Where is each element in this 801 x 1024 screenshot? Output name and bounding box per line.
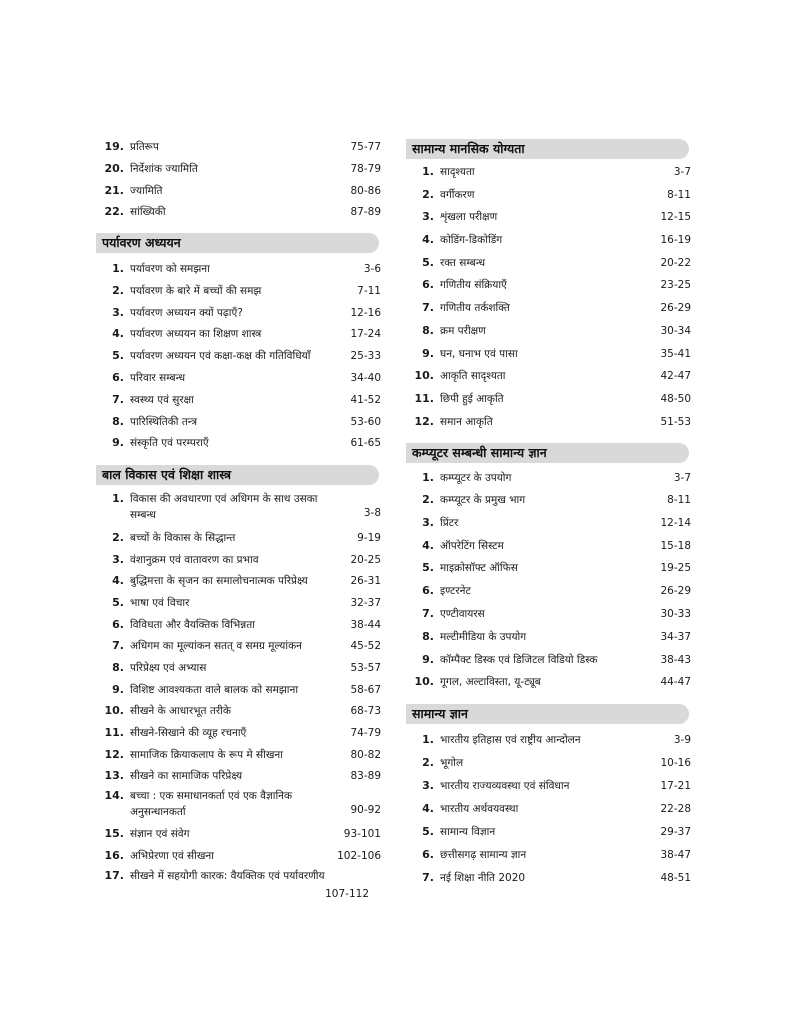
toc-entry[interactable]	[96, 281, 381, 301]
toc-entry[interactable]	[96, 202, 381, 222]
entry-title: सीखने में सहयोगी कारक: वैयक्तिक एवं पर्यावरणीय	[130, 870, 325, 882]
entry-pages: 34-40	[350, 372, 381, 384]
toc-entry[interactable]	[96, 181, 381, 201]
entry-title: पर्यावरण अध्ययन का शिक्षण शास्त्र	[130, 328, 262, 340]
toc-entry[interactable]	[406, 536, 691, 556]
toc-entry[interactable]	[96, 701, 381, 721]
toc-entry[interactable]	[96, 723, 381, 743]
entry-number: 5.	[422, 561, 434, 574]
entry-pages: 23-25	[660, 279, 691, 291]
toc-entry[interactable]	[96, 433, 381, 453]
toc-entry[interactable]	[406, 162, 691, 182]
entry-pages: 16-19	[660, 234, 691, 246]
entry-pages: 35-41	[660, 348, 691, 360]
entry-number: 10.	[414, 675, 434, 688]
entry-number: 9.	[112, 436, 124, 449]
toc-entry[interactable]	[406, 513, 691, 533]
entry-pages: 75-77	[350, 141, 381, 153]
entry-pages: 3-9	[673, 734, 691, 746]
entry-number: 12.	[104, 748, 124, 761]
entry-pages: 107-112	[325, 888, 369, 900]
entry-number: 20.	[104, 162, 124, 175]
entry-title: पर्यावरण को समझना	[130, 263, 210, 275]
section-heading-general-knowledge: सामान्य ज्ञान	[406, 704, 689, 724]
entry-number: 8.	[422, 324, 434, 337]
entry-number: 2.	[422, 756, 434, 769]
entry-number: 1.	[422, 165, 434, 178]
entry-pages: 30-33	[660, 608, 691, 620]
entry-number: 11.	[414, 392, 434, 405]
toc-entry[interactable]	[406, 253, 691, 273]
entry-pages: 38-43	[660, 654, 691, 666]
entry-number: 17.	[104, 869, 124, 882]
entry-title: रक्त सम्बन्ध	[440, 257, 486, 269]
entry-pages: 19-25	[660, 562, 691, 574]
entry-title: भारतीय इतिहास एवं राष्ट्रीय आन्दोलन	[440, 734, 581, 746]
toc-entry[interactable]	[406, 776, 691, 796]
entry-pages: 32-37	[350, 597, 381, 609]
section-heading-cdp: बाल विकास एवं शिक्षा शास्त्र	[96, 465, 379, 485]
entry-number: 1.	[422, 471, 434, 484]
toc-entry[interactable]	[96, 786, 381, 826]
toc-entry[interactable]	[96, 615, 381, 635]
toc-entry[interactable]	[96, 745, 381, 765]
entry-pages: 22-28	[660, 803, 691, 815]
entry-number: 5.	[422, 256, 434, 269]
section-heading-mental-ability: सामान्य मानसिक योग्यता	[406, 139, 689, 159]
entry-number: 22.	[104, 205, 124, 218]
entry-pages: 20-22	[660, 257, 691, 269]
entry-title: कोडिंग-डिकोडिंग	[440, 234, 503, 246]
entry-number: 21.	[104, 184, 124, 197]
entry-title: सांख्यिकी	[130, 206, 166, 218]
entry-pages: 87-89	[350, 206, 381, 218]
toc-entry[interactable]	[406, 627, 691, 647]
entry-title: पर्यावरण अध्ययन क्यों पढ़ाएँ?	[130, 307, 243, 319]
entry-title: कम्प्यूटर के प्रमुख भाग	[440, 494, 526, 506]
entry-pages: 3-6	[363, 263, 381, 275]
entry-pages: 3-7	[673, 166, 691, 178]
toc-entry[interactable]	[406, 868, 691, 888]
entry-number: 8.	[112, 415, 124, 428]
entry-pages: 83-89	[350, 770, 381, 782]
entry-pages: 48-50	[660, 393, 691, 405]
entry-title: सामाजिक क्रियाकलाप के रूप मे सीखना	[130, 749, 283, 761]
entry-pages: 48-51	[660, 872, 691, 884]
entry-pages: 26-29	[660, 302, 691, 314]
entry-pages: 12-16	[350, 307, 381, 319]
toc-entry[interactable]	[96, 390, 381, 410]
entry-title: सीखने के आधारभूत तरीके	[130, 705, 231, 717]
entry-pages: 12-15	[660, 211, 691, 223]
entry-number: 2.	[422, 493, 434, 506]
toc-entry[interactable]	[96, 824, 381, 844]
entry-title: परिवार सम्बन्ध	[130, 372, 186, 384]
entry-pages: 102-106	[337, 850, 381, 862]
entry-number: 3.	[422, 516, 434, 529]
entry-pages: 26-29	[660, 585, 691, 597]
toc-entry[interactable]	[96, 846, 381, 866]
toc-entry[interactable]	[96, 159, 381, 179]
entry-title: एण्टीवायरस	[440, 608, 485, 620]
entry-pages: 15-18	[660, 540, 691, 552]
toc-entry[interactable]	[406, 468, 691, 488]
entry-number: 15.	[104, 827, 124, 840]
entry-title: छत्तीसगढ़ सामान्य ज्ञान	[440, 849, 527, 861]
entry-title: स्वस्थ्य एवं सुरक्षा	[130, 394, 194, 406]
entry-number: 13.	[104, 769, 124, 782]
entry-title: समान आकृति	[440, 416, 493, 428]
entry-number: 3.	[422, 779, 434, 792]
entry-title: प्रतिरूप	[130, 141, 159, 153]
entry-pages: 26-31	[350, 575, 381, 587]
toc-entry[interactable]	[96, 658, 381, 678]
toc-entry[interactable]	[406, 275, 691, 295]
entry-title: शृंखला परीक्षण	[440, 211, 498, 223]
entry-number: 4.	[422, 802, 434, 815]
entry-pages: 38-47	[660, 849, 691, 861]
entry-number: 6.	[112, 618, 124, 631]
toc-entry[interactable]	[406, 650, 691, 670]
entry-pages: 17-21	[660, 780, 691, 792]
entry-title: परिप्रेक्ष्य एवं अभ्यास	[130, 662, 207, 674]
entry-number: 19.	[104, 140, 124, 153]
entry-title: कॉम्पैक्ट डिस्क एवं डिजिटल विडियो डिस्क	[440, 654, 598, 666]
entry-pages: 3-8	[363, 507, 381, 519]
entry-pages: 74-79	[350, 727, 381, 739]
section-heading-evs: पर्यावरण अध्ययन	[96, 233, 379, 253]
entry-number: 7.	[422, 301, 434, 314]
entry-pages: 80-82	[350, 749, 381, 761]
entry-number: 7.	[422, 607, 434, 620]
entry-title: क्रम परीक्षण	[440, 325, 486, 337]
entry-title: पर्यावरण के बारे में बच्चों की समझ	[130, 285, 262, 297]
toc-entry[interactable]	[96, 593, 381, 613]
entry-pages: 29-37	[660, 826, 691, 838]
toc-entry[interactable]	[96, 528, 381, 548]
entry-title: इण्टरनेट	[440, 585, 471, 597]
entry-pages: 12-14	[660, 517, 691, 529]
toc-entry[interactable]	[406, 185, 691, 205]
entry-pages: 58-67	[350, 684, 381, 696]
toc-entry[interactable]	[96, 680, 381, 700]
entry-pages: 53-57	[350, 662, 381, 674]
toc-entry[interactable]	[406, 207, 691, 227]
entry-title: पारिस्थितिकी तन्त्र	[130, 416, 198, 428]
entry-title: सादृश्यता	[440, 166, 475, 178]
toc-entry[interactable]	[96, 368, 381, 388]
toc-entry[interactable]	[406, 490, 691, 510]
toc-entry[interactable]	[96, 571, 381, 591]
toc-entry[interactable]	[406, 298, 691, 318]
toc-entry[interactable]	[406, 581, 691, 601]
entry-pages: 78-79	[350, 163, 381, 175]
entry-number: 2.	[112, 531, 124, 544]
entry-number: 10.	[414, 369, 434, 382]
entry-number: 9.	[422, 653, 434, 666]
entry-number: 8.	[112, 661, 124, 674]
entry-title: नई शिक्षा नीति 2020	[440, 872, 526, 884]
section-heading-computer: कम्प्यूटर सम्बन्धी सामान्य ज्ञान	[406, 443, 689, 463]
entry-title: बच्चों के विकास के सिद्धान्त	[130, 532, 236, 544]
toc-entry[interactable]	[406, 412, 691, 432]
toc-entry[interactable]	[406, 672, 691, 692]
entry-title: सीखने का सामाजिक परिप्रेक्ष्य	[130, 770, 243, 782]
toc-entry[interactable]	[406, 321, 691, 341]
entry-pages: 68-73	[350, 705, 381, 717]
entry-number: 6.	[422, 848, 434, 861]
entry-pages: 20-25	[350, 554, 381, 566]
entry-pages: 93-101	[343, 828, 381, 840]
entry-title: घन, घनाभ एवं पासा	[440, 348, 518, 360]
toc-entry[interactable]	[406, 730, 691, 750]
entry-title: विशिष्ट आवश्यकता वाले बालक को समझाना	[130, 684, 299, 696]
toc-entry[interactable]	[406, 753, 691, 773]
entry-number: 1.	[112, 262, 124, 275]
toc-entry[interactable]	[406, 366, 691, 386]
entry-title: अधिगम का मूल्यांकन सतत् व समग्र मूल्यांकन	[130, 640, 302, 652]
entry-pages: 34-37	[660, 631, 691, 643]
toc-entry[interactable]	[96, 346, 381, 366]
entry-pages: 51-53	[660, 416, 691, 428]
toc-entry[interactable]	[96, 766, 381, 786]
entry-title: संज्ञान एवं संवेग	[130, 828, 190, 840]
entry-number: 3.	[422, 210, 434, 223]
entry-title: ऑपरेटिंग सिस्टम	[440, 540, 504, 552]
toc-entry[interactable]	[406, 799, 691, 819]
entry-number: 6.	[112, 371, 124, 384]
toc-entry[interactable]	[406, 230, 691, 250]
entry-number: 4.	[422, 233, 434, 246]
entry-number: 1.	[112, 492, 124, 505]
entry-pages: 90-92	[350, 804, 381, 816]
entry-title: भाषा एवं विचार	[130, 597, 190, 609]
entry-number: 5.	[112, 349, 124, 362]
entry-number: 16.	[104, 849, 124, 862]
toc-entry[interactable]	[406, 558, 691, 578]
entry-title: गूगल, अल्टाविस्ता, यू-ट्यूब	[440, 676, 541, 688]
entry-pages: 45-52	[350, 640, 381, 652]
entry-number: 8.	[422, 630, 434, 643]
entry-number: 3.	[112, 553, 124, 566]
entry-title: मल्टीमीडिया के उपयोग	[440, 631, 527, 643]
toc-entry[interactable]	[406, 389, 691, 409]
entry-pages: 7-11	[357, 285, 381, 297]
entry-title: गणितीय तर्कशक्ति	[440, 302, 510, 314]
toc-entry[interactable]	[96, 412, 381, 432]
entry-number: 1.	[422, 733, 434, 746]
toc-entry[interactable]	[96, 324, 381, 344]
entry-pages: 41-52	[350, 394, 381, 406]
entry-number: 7.	[112, 639, 124, 652]
entry-title: वंशानुक्रम एवं वातावरण का प्रभाव	[130, 554, 259, 566]
entry-title: वर्गीकरण	[440, 189, 475, 201]
entry-pages: 3-7	[673, 472, 691, 484]
toc-entry[interactable]	[96, 259, 381, 279]
entry-number: 10.	[104, 704, 124, 717]
entry-title: आकृति सादृश्यता	[440, 370, 506, 382]
entry-number: 5.	[422, 825, 434, 838]
entry-title: सीखने-सिखाने की व्यूह रचनाएँ	[130, 727, 247, 739]
entry-title: भारतीय राज्यव्यवस्था एवं संविधान	[440, 780, 570, 792]
toc-entry[interactable]	[96, 636, 381, 656]
entry-pages: 80-86	[350, 185, 381, 197]
entry-number: 12.	[414, 415, 434, 428]
entry-title: ज्यामिति	[130, 185, 163, 197]
entry-number: 2.	[112, 284, 124, 297]
toc-entry[interactable]	[406, 344, 691, 364]
entry-title: पर्यावरण अध्ययन एवं कक्षा-कक्ष की गतिविधियाँ	[130, 350, 311, 362]
toc-entry[interactable]	[96, 866, 381, 906]
toc-entry[interactable]	[96, 489, 381, 529]
entry-number: 11.	[104, 726, 124, 739]
entry-number: 6.	[422, 584, 434, 597]
entry-number: 4.	[422, 539, 434, 552]
toc-entry[interactable]	[96, 303, 381, 323]
toc-entry[interactable]	[406, 822, 691, 842]
entry-title: विकास की अवधारणा एवं अधिगम के साथ उसका सम्बन्ध	[130, 493, 318, 521]
toc-entry[interactable]	[406, 604, 691, 624]
entry-title: माइक्रोसॉफ्ट ऑफिस	[440, 562, 518, 574]
toc-entry[interactable]	[96, 137, 381, 157]
entry-title: गणितीय संक्रियाएँ	[440, 279, 507, 291]
entry-pages: 30-34	[660, 325, 691, 337]
entry-title: विविधता और वैयक्तिक विभिन्नता	[130, 619, 255, 631]
entry-title: छिपी हुई आकृति	[440, 393, 504, 405]
toc-entry[interactable]	[406, 845, 691, 865]
entry-pages: 25-33	[350, 350, 381, 362]
entry-pages: 8-11	[667, 494, 691, 506]
entry-pages: 42-47	[660, 370, 691, 382]
entry-pages: 9-19	[357, 532, 381, 544]
entry-number: 4.	[112, 574, 124, 587]
entry-pages: 61-65	[350, 437, 381, 449]
entry-number: 4.	[112, 327, 124, 340]
entry-pages: 53-60	[350, 416, 381, 428]
entry-pages: 8-11	[667, 189, 691, 201]
toc-entry[interactable]	[96, 550, 381, 570]
entry-title: संस्कृति एवं परम्पराएँ	[130, 437, 209, 449]
entry-number: 9.	[112, 683, 124, 696]
entry-title: बुद्धिमत्ता के सृजन का समालोचनात्मक परिप्रेक्ष्य	[130, 575, 308, 587]
entry-number: 7.	[422, 871, 434, 884]
entry-number: 3.	[112, 306, 124, 319]
entry-number: 6.	[422, 278, 434, 291]
entry-title: अभिप्रेरणा एवं सीखना	[130, 850, 214, 862]
entry-title: भूगोल	[440, 757, 464, 769]
entry-title: बच्चा : एक समाधानकर्ता एवं एक वैज्ञानिक अनुसन्धानकर्ता	[130, 790, 293, 818]
entry-pages: 38-44	[350, 619, 381, 631]
entry-number: 5.	[112, 596, 124, 609]
entry-pages: 17-24	[350, 328, 381, 340]
entry-number: 7.	[112, 393, 124, 406]
entry-pages: 44-47	[660, 676, 691, 688]
entry-title: सामान्य विज्ञान	[440, 826, 496, 838]
entry-pages: 10-16	[660, 757, 691, 769]
entry-number: 9.	[422, 347, 434, 360]
entry-title: निर्देशांक ज्यामिति	[130, 163, 198, 175]
entry-title: प्रिंटर	[440, 517, 459, 529]
entry-number: 2.	[422, 188, 434, 201]
entry-number: 14.	[104, 789, 124, 802]
entry-title: कम्प्यूटर के उपयोग	[440, 472, 512, 484]
entry-title: भारतीय अर्थवयवस्था	[440, 803, 519, 815]
